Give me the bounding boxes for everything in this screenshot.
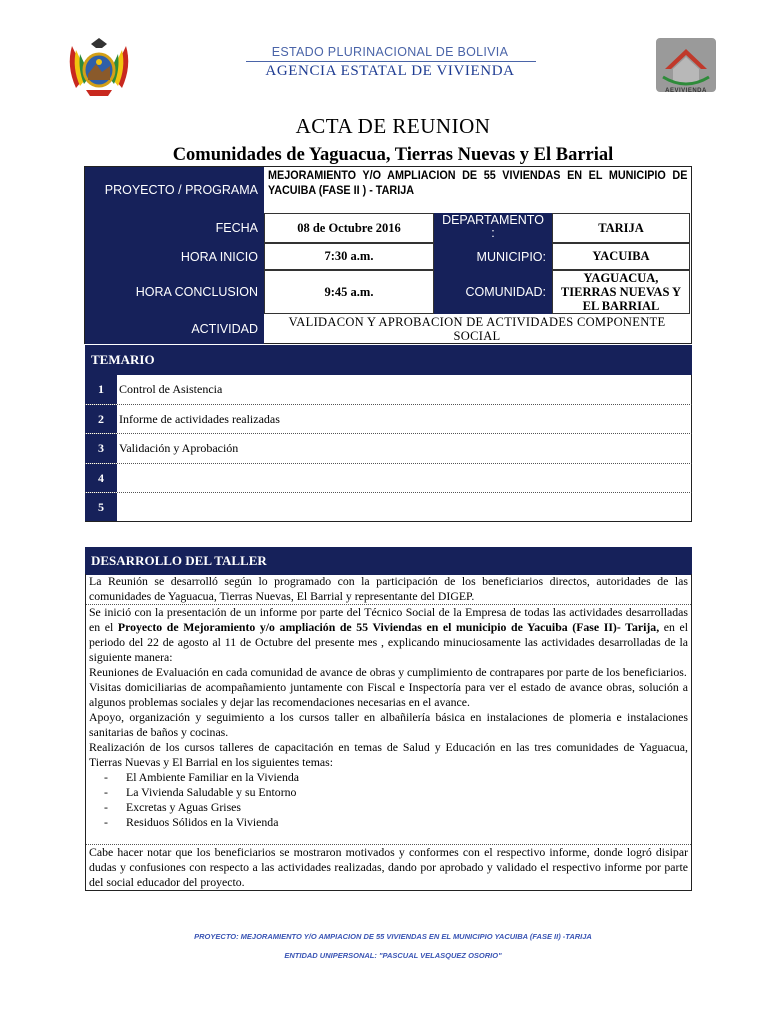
temario-row [85,493,692,522]
departamento-label-colon: : [491,226,495,240]
temario-number: 4 [85,464,117,492]
desarrollo-paragraph: Visitas domiciliarias de acompañamiento juntamente con Fiscal e Inspectoría para ver el estado de avance obras, solución a algunos problemas sociales y dejar las recomendaciones necesarias en el avance. [89,680,688,709]
footer-entity: ENTIDAD UNIPERSONAL: "PASCUAL VELASQUEZ OSORIO" [284,951,502,960]
comunidad-value-line1: YAGUACUA, [583,271,659,285]
agency-name: AGENCIA ESTATAL DE VIVIENDA [265,63,515,79]
desarrollo-paragraph: Reuniones de Evaluación en cada comunidad de avance de obras y cumplimiento de contrapares por parte de los beneficiarios. [89,665,687,679]
temario-row [85,434,692,464]
house-logo-icon [656,38,716,92]
hora-inicio-value: 7:30 a.m. [264,243,434,270]
temario-number: 1 [85,375,117,404]
footer-project: PROYECTO: MEJORAMIENTO Y/O AMPIACION DE 55 VIVIENDAS EN EL MUNICIPIO YACUIBA (FASE II) -TARIJA [194,932,592,941]
hora-conclusion-label: HORA CONCLUSION [85,270,264,314]
desarrollo-header: DESARROLLO DEL TALLER [85,547,692,575]
departamento-label-text: DEPARTAMENTO [442,213,544,227]
temario-text: Control de Asistencia [119,382,223,396]
logo-text: AEVIVIENDA [665,88,707,94]
proyecto-label: PROYECTO / PROGRAMA [85,167,264,213]
temario-number: 5 [85,493,117,521]
temario-row [85,464,692,493]
temario-number: 2 [85,405,117,433]
comunidad-value-line2: TIERRAS NUEVAS Y [560,285,682,299]
topic-item: - El Ambiente Familiar en la Vivienda [126,770,691,785]
departamento-value: TARIJA [552,213,690,243]
comunidad-value-line3: EL BARRIAL [582,299,660,313]
actividad-value: VALIDACON Y APROBACION DE ACTIVIDADES COMPONENTE SOCIAL [288,315,666,343]
hora-conclusion-value: 9:45 a.m. [264,270,434,314]
desarrollo-paragraph: Cabe hacer notar que los beneficiarios se mostraron motivados y conformes con el respectivo informe, donde logró disipar dudas y confusiones con respecto a las actividades realizadas, dando por aprobado y validado el respectivo informe por parte del social educador del proyecto. [86,844,691,890]
municipio-value: YACUIBA [552,243,690,270]
desarrollo-paragraph: Realización de los cursos talleres de capacitación en temas de Salud y Educación en las tres comunidades de Yaguacua, Tierras Nuevas y El Barrial en los siguientes temas: [89,740,688,769]
temario-text: Informe de actividades realizadas [119,411,280,426]
departamento-label [434,213,552,243]
page-subtitle: Comunidades de Yaguacua, Tierras Nuevas y El Barrial [172,145,614,165]
proyecto-value: MEJORAMIENTO Y/O AMPLIACION DE 55 VIVIENDAS EN EL MUNICIPIO DE YACUIBA (FASE II ) - TARIJA [268,168,688,197]
temario-row [85,405,692,434]
desarrollo-text: en el periodo del 22 de agosto al 11 de Octubre del presente mes , explicando minuciosamente las actividades desarrolladas de la siguiente manera: [89,620,689,664]
fecha-value: 08 de Octubre 2016 [264,213,434,243]
desarrollo-body [85,574,692,891]
topics-list [86,770,691,830]
actividad-label: ACTIVIDAD [85,314,264,344]
comunidad-label: COMUNIDAD: [434,270,552,314]
desarrollo-paragraph [86,604,691,665]
topic-item: - Excretas y Aguas Grises [126,800,691,815]
topic-item: - La Vivienda Saludable y su Entorno [126,785,691,800]
temario-header: TEMARIO [85,345,692,375]
page-title: ACTA DE REUNION [295,114,491,138]
desarrollo-paragraph: La Reunión se desarrolló según lo programado con la participación de los beneficiarios directos, autoridades de las comunidades de Yaguacua, Tierras Nuevas, El Barrial y representante del DIGEP. [89,574,688,603]
temario-text: Validación y Aprobación [119,441,239,455]
temario-number: 3 [85,434,117,463]
temario-row [85,375,692,405]
spacer [86,830,691,844]
header-divider [246,61,536,62]
project-name-bold: Proyecto de Mejoramiento y/o ampliación de 55 Viviendas en el municipio de Yacuiba (Fase II)- Tarija, [117,620,660,634]
aevivienda-logo [656,38,716,98]
hora-inicio-label: HORA INICIO [85,243,264,270]
topic-item: - Residuos Sólidos en la Vivienda [126,815,691,830]
desarrollo-text: Se inició con la presentación de un informe por parte del Técnico Social de la Empresa de todas las actividades desarrolladas en el [89,605,688,634]
desarrollo-paragraph: Apoyo, organización y seguimiento a los cursos taller en albañilería básica en instalaciones de plomeria e instalaciones sanitarias de baños y cocinas. [89,710,688,739]
bolivia-coat-of-arms-icon [66,36,132,98]
government-name: ESTADO PLURINACIONAL DE BOLIVIA [271,45,509,59]
comunidad-value [552,270,690,314]
municipio-label: MUNICIPIO: [434,243,552,270]
fecha-label: FECHA [85,213,264,243]
